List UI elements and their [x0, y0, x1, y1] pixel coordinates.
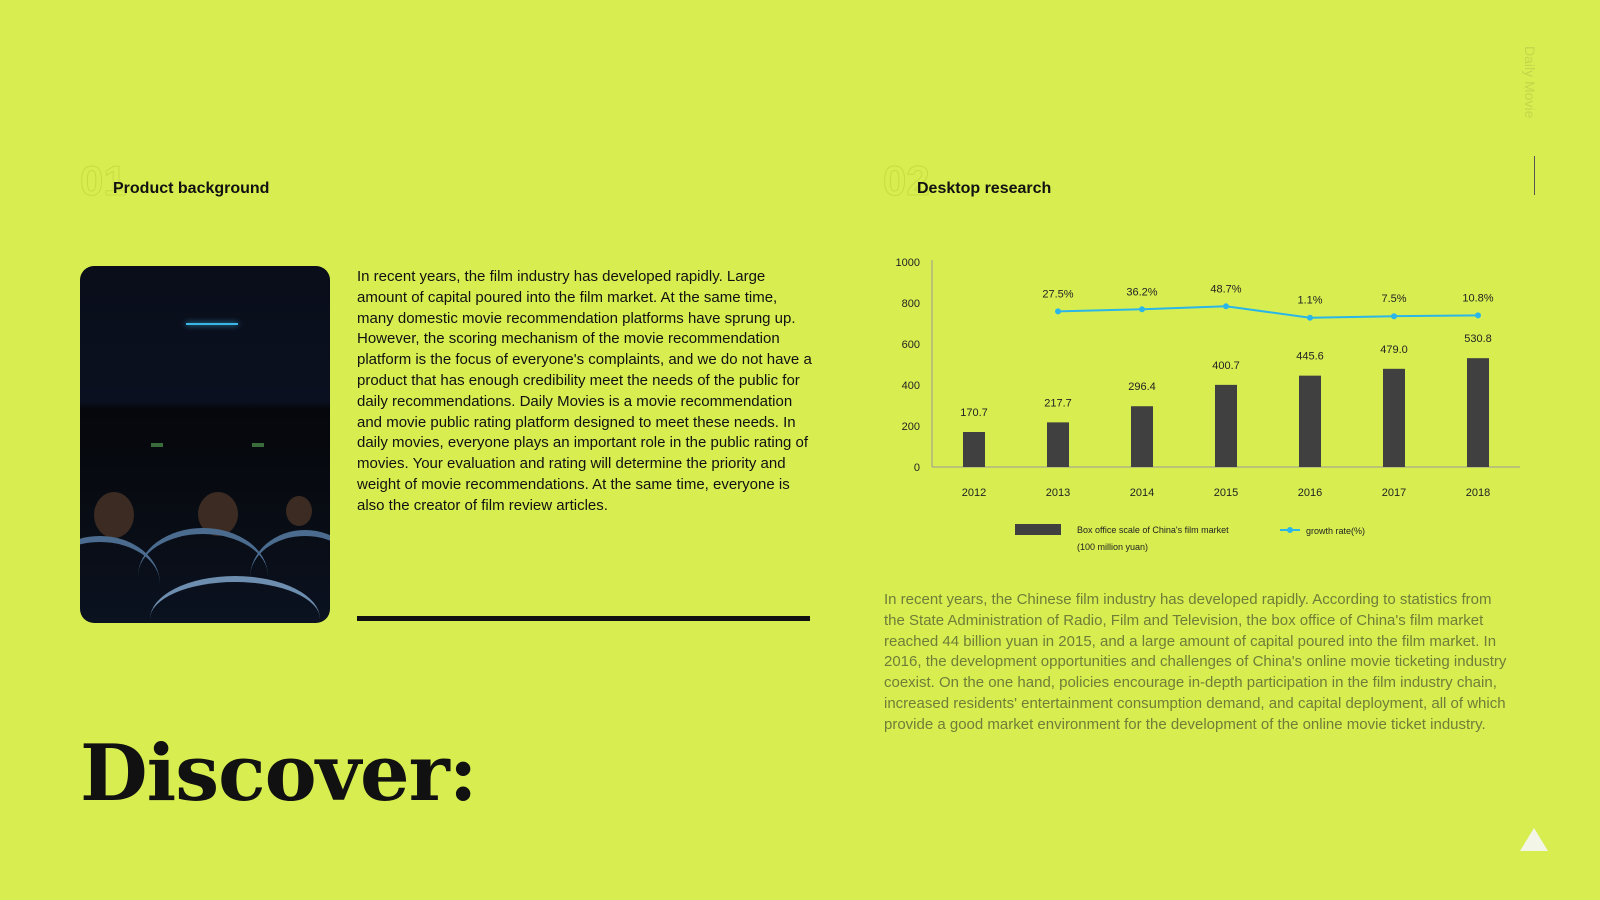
growth-rate-label: 48.7%: [1210, 283, 1242, 296]
x-tick-label: 2017: [1381, 487, 1407, 499]
growth-rate-point: [1391, 313, 1397, 319]
cinema-photo: [80, 266, 330, 623]
bar: [1383, 369, 1405, 467]
y-tick-label: 800: [901, 298, 920, 310]
growth-rate-point: [1475, 312, 1481, 318]
bar-data-label: 400.7: [1212, 359, 1240, 372]
bar-data-label: 296.4: [1128, 381, 1156, 394]
legend-line-label: growth rate(%): [1306, 526, 1366, 536]
x-tick-label: 2016: [1297, 487, 1323, 499]
growth-rate-label: 27.5%: [1042, 288, 1074, 301]
x-tick-label: 2012: [961, 487, 987, 499]
bar: [1215, 385, 1237, 467]
x-tick-label: 2015: [1213, 487, 1239, 499]
legend-line-point: [1287, 527, 1293, 533]
x-tick-label: 2014: [1129, 487, 1155, 499]
x-tick-label: 2013: [1045, 487, 1071, 499]
section-number-02: 02: [883, 157, 930, 204]
box-office-chart: [880, 250, 1530, 560]
desktop-research-text: In recent years, the Chinese film industry has developed rapidly. According to statistics from the State Administration of Radio, Film and Television, the box office of China's film market reached 44 billion yuan in 2015, and a large amount of capital poured into the film market. In 2016, the development opportunities and challenges of China's online movie ticketing industry coexist. On the one hand, policies encourage in-depth participation in the film industry chain, increased residents' entertainment consumption demand, and capital deployment, all of which provide a good market environment for the development of the online movie ticket industry.: [884, 591, 1507, 733]
y-tick-label: 0: [913, 462, 920, 474]
growth-rate-point: [1223, 303, 1229, 309]
bar: [1299, 376, 1321, 467]
growth-rate-point: [1307, 315, 1313, 321]
y-tick-label: 200: [901, 421, 920, 433]
x-tick-label: 2018: [1465, 487, 1491, 499]
y-tick-label: 1000: [895, 257, 920, 269]
growth-rate-label: 7.5%: [1381, 293, 1407, 306]
y-tick-label: 600: [901, 339, 920, 351]
bar-data-label: 217.7: [1044, 397, 1072, 410]
bar: [1467, 358, 1489, 467]
section-title-desktop-research: Desktop research: [917, 180, 1052, 197]
bar: [1047, 422, 1069, 467]
exit-sign: [151, 443, 163, 447]
y-tick-label: 400: [901, 380, 920, 392]
bar-data-label: 445.6: [1296, 350, 1324, 363]
section-title-product-background: Product background: [113, 180, 270, 197]
bar-data-label: 170.7: [960, 407, 988, 420]
divider-rule: [357, 616, 810, 621]
audience-head: [94, 492, 134, 538]
vertical-divider: [1534, 156, 1535, 195]
legend-bar-label-unit: (100 million yuan): [1077, 542, 1149, 552]
growth-rate-label: 36.2%: [1126, 286, 1158, 299]
legend-bar-swatch: [1015, 524, 1061, 535]
bar: [1131, 406, 1153, 467]
growth-rate-line: [1058, 306, 1478, 317]
scroll-up-icon[interactable]: [1520, 828, 1548, 851]
bar: [963, 432, 985, 467]
growth-rate-label: 1.1%: [1297, 294, 1323, 307]
growth-rate-point: [1055, 308, 1061, 314]
exit-sign: [252, 443, 264, 447]
section-number-01: 01: [80, 157, 127, 204]
ceiling-light: [186, 323, 238, 325]
bar-data-label: 479.0: [1380, 343, 1408, 356]
brand-vertical-label: Daily Movie: [1522, 46, 1538, 119]
legend-bar-label: Box office scale of China's film market: [1077, 525, 1229, 535]
audience-head: [286, 496, 312, 526]
bar-data-label: 530.8: [1464, 333, 1492, 346]
product-background-text: In recent years, the film industry has developed rapidly. Large amount of capital poured into the film market. At the same time, many domestic movie recommendation platforms have sprung up. However, the scoring mechanism of the movie recommendation platform is the focus of everyone's complaints, and we do not have a product that has enough credibility meet the needs of the public for daily recommendations. Daily Movies is a movie recommendation and movie public rating platform designed to meet these needs. In daily movies, everyone plays an important role in the public rating of movies. Your evaluation and rating will determine the priority and weight of movie recommendations. At the same time, everyone is also the creator of film review articles.: [357, 268, 812, 514]
discover-heading: Discover:: [80, 728, 477, 819]
growth-rate-label: 10.8%: [1462, 292, 1494, 305]
growth-rate-point: [1139, 306, 1145, 312]
